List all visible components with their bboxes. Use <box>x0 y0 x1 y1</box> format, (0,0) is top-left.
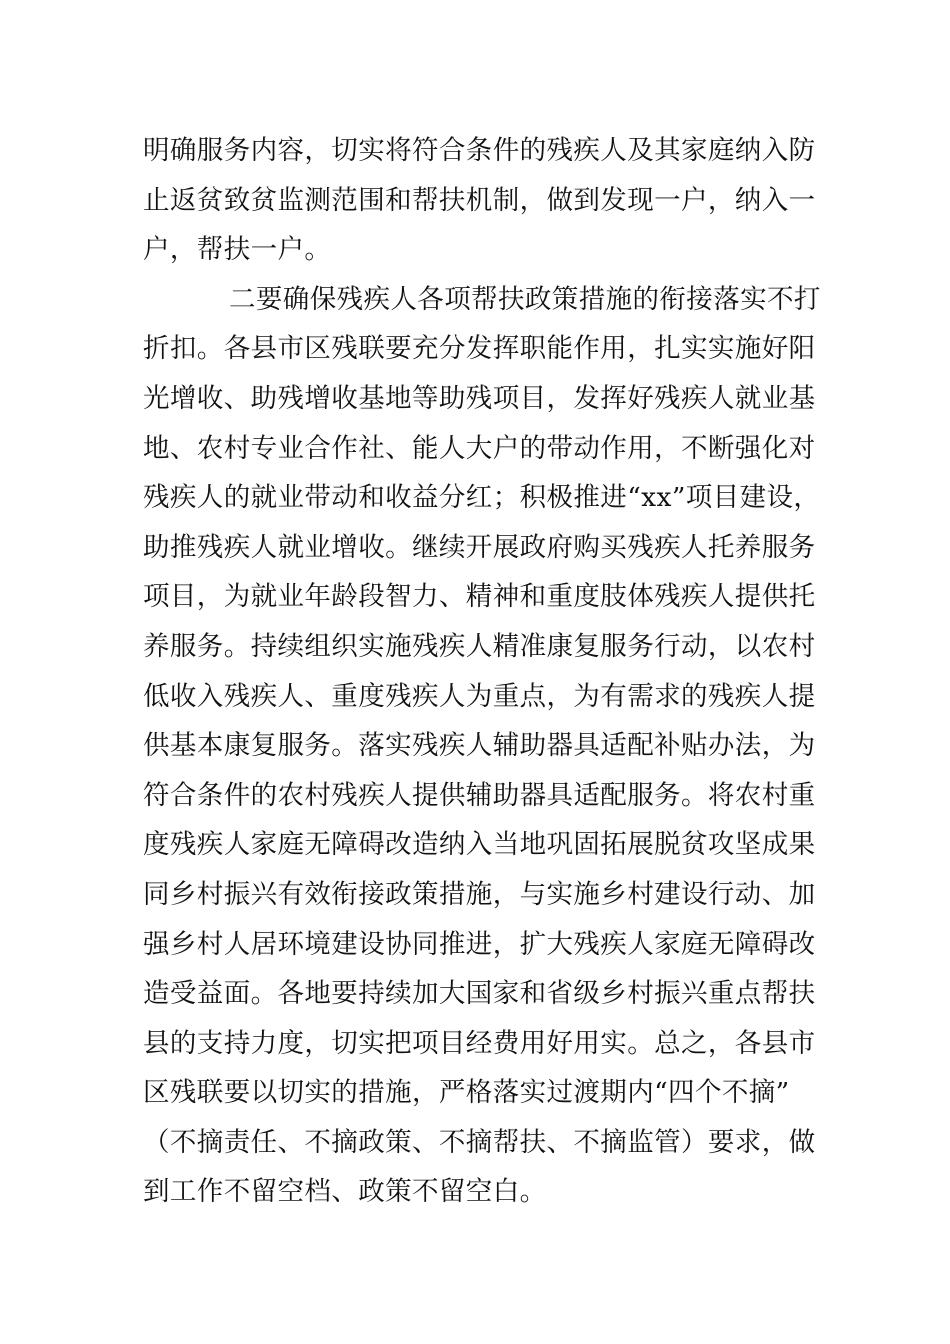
text-line: 止返贫致贫监测范围和帮扶机制，做到发现一户，纳入一 <box>143 184 816 216</box>
text-line: 户，帮扶一户。 <box>143 234 332 266</box>
text-line: 造受益面。各地要持续加大国家和省级乡村振兴重点帮扶 <box>143 978 816 1010</box>
text-line: 到工作不留空档、政策不留空白。 <box>143 1176 547 1208</box>
text-line: 项目，为就业年龄段智力、精神和重度肢体残疾人提供托 <box>143 581 816 613</box>
text-line: 养服务。持续组织实施残疾人精准康复服务行动，以农村 <box>143 630 816 662</box>
text-line: 低收入残疾人、重度残疾人为重点，为有需求的残疾人提 <box>143 680 816 712</box>
text-line: 同乡村振兴有效衔接政策措施，与实施乡村建设行动、加 <box>143 878 816 910</box>
text-line: 光增收、助残增收基地等助残项目，发挥好残疾人就业基 <box>143 382 816 414</box>
text-line: 度残疾人家庭无障碍改造纳入当地巩固拓展脱贫攻坚成果 <box>143 829 816 861</box>
text-line: 残疾人的就业带动和收益分红；积极推进“xx”项目建设， <box>143 482 821 514</box>
text-line: 符合条件的农村残疾人提供辅助器具适配服务。将农村重 <box>143 779 816 811</box>
text-line: 明确服务内容，切实将符合条件的残疾人及其家庭纳入防 <box>143 135 816 166</box>
text-line: 地、农村专业合作社、能人大户的带动作用，不断强化对 <box>143 432 816 464</box>
text-line: 区残联要以切实的措施，严格落实过渡期内“四个不摘” <box>143 1077 790 1109</box>
paragraph-start-line: 二要确保残疾人各项帮扶政策措施的衔接落实不打 <box>229 283 821 315</box>
text-line: 县的支持力度，切实把项目经费用好用实。总之，各县市 <box>143 1027 816 1059</box>
text-line: （不摘责任、不摘政策、不摘帮扶、不摘监管）要求，做 <box>143 1126 816 1158</box>
text-line: 助推残疾人就业增收。继续开展政府购买残疾人托养服务 <box>143 531 816 563</box>
text-line: 强乡村人居环境建设协同推进，扩大残疾人家庭无障碍改 <box>143 928 816 960</box>
body-text <box>143 126 821 1217</box>
text-line: 折扣。各县市区残联要充分发挥职能作用，扎实实施好阳 <box>143 333 816 365</box>
text-line: 供基本康复服务。落实残疾人辅助器具适配补贴办法，为 <box>143 730 816 762</box>
